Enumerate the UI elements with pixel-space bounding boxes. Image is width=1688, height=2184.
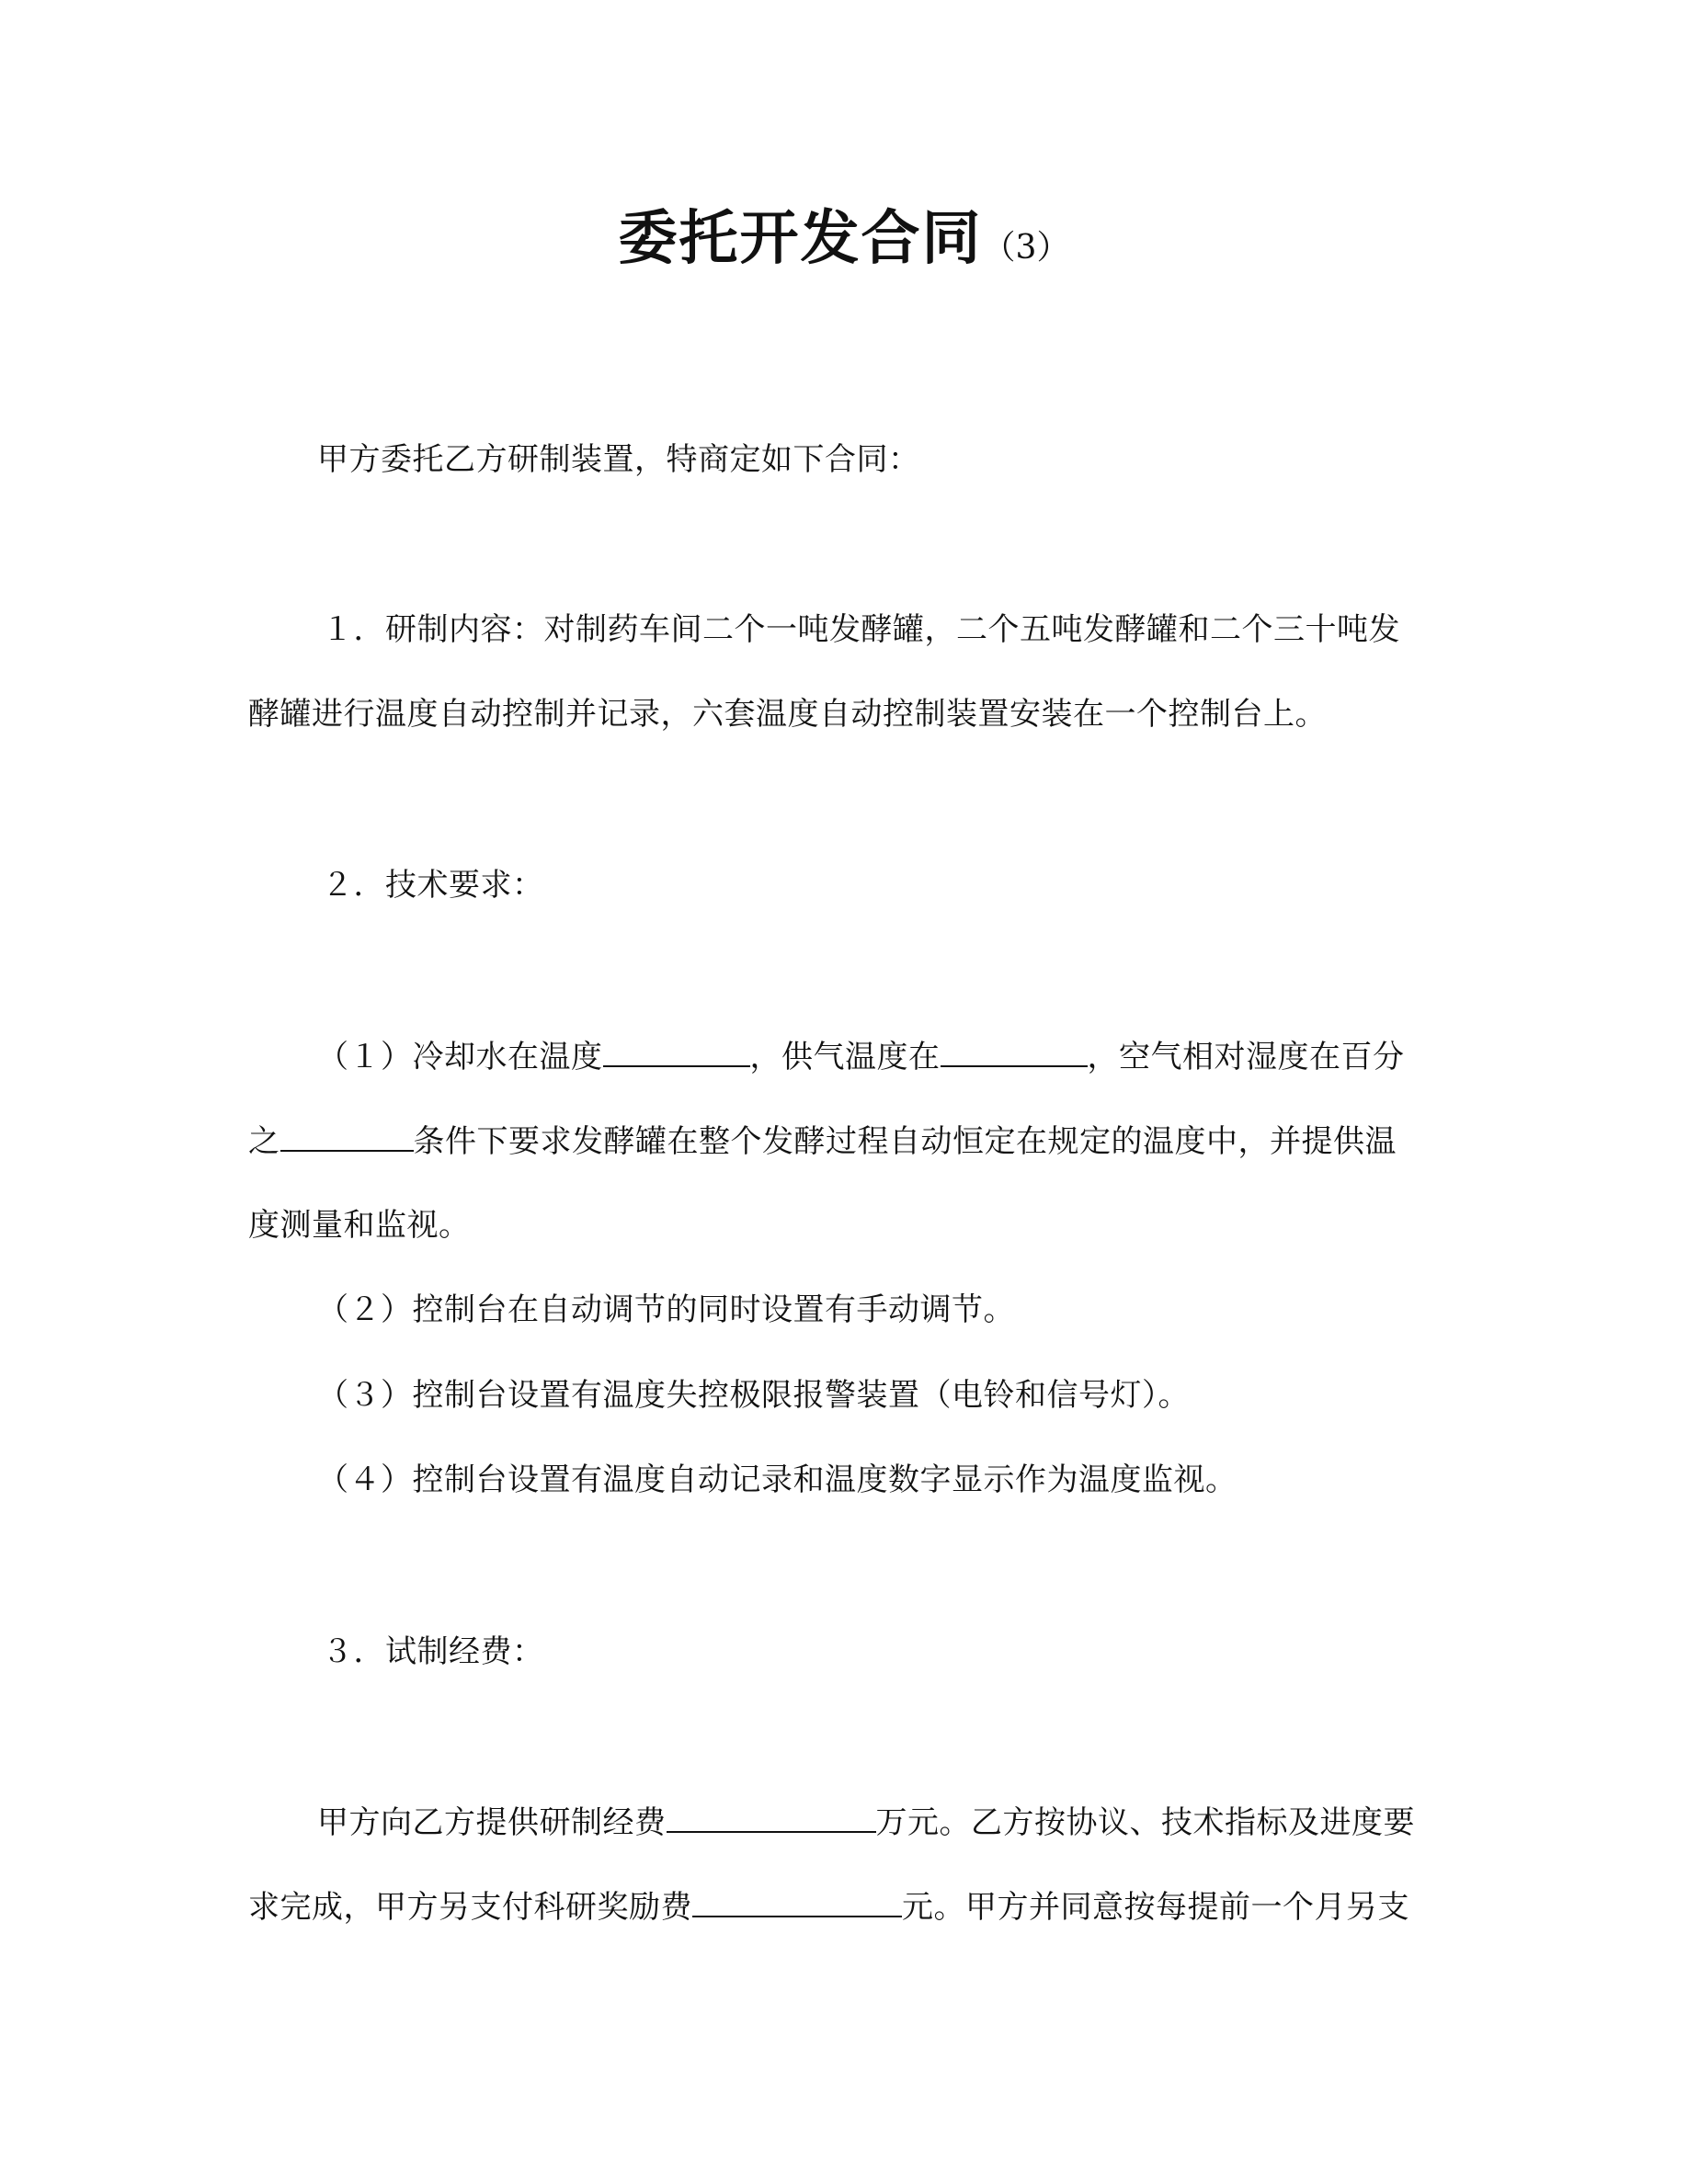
section3-line2 xyxy=(248,1884,1443,1930)
item1-text-c: ，空气相对湿度在百分 xyxy=(1087,1039,1405,1075)
section3-text-a: 甲方向乙方提供研制经费 xyxy=(317,1804,667,1841)
section1-line2: 酵罐进行温度自动控制并记录，六套温度自动控制装置安装在一个控制台上。 xyxy=(248,696,1327,733)
section2-heading: ２．技术要求： xyxy=(322,867,544,904)
item1-text-b: ，供气温度在 xyxy=(749,1039,941,1075)
item1-line1 xyxy=(317,1034,1443,1080)
blank-air-supply-temp xyxy=(941,1038,1088,1067)
item4: （４）控制台设置有温度自动记录和温度数字显示作为温度监视。 xyxy=(317,1462,1237,1498)
blank-reward-fee xyxy=(692,1888,902,1917)
section3-line1 xyxy=(317,1800,1443,1846)
section1-line1: １．研制内容：对制药车间二个一吨发酵罐，二个五吨发酵罐和二个三十吨发 xyxy=(322,611,1400,648)
item1-line3: 度测量和监视。 xyxy=(248,1207,471,1244)
title-main: 委托开发合同 xyxy=(618,205,983,273)
item1-text-e: 条件下要求发酵罐在整个发酵过程自动恒定在规定的温度中，并提供温 xyxy=(413,1123,1397,1160)
section3-text-c: 求完成，甲方另支付科研奖励费 xyxy=(248,1889,692,1926)
blank-dev-fee xyxy=(667,1803,876,1833)
item1-text-d: 之 xyxy=(248,1123,280,1160)
blank-humidity xyxy=(280,1122,414,1152)
intro-paragraph: 甲方委托乙方研制装置，特商定如下合同： xyxy=(317,441,920,478)
item3: （３）控制台设置有温度失控极限报警装置（电铃和信号灯）。 xyxy=(317,1377,1190,1414)
blank-cooling-water-temp xyxy=(603,1038,750,1067)
document-title xyxy=(0,198,1688,295)
section3-text-b: 万元。乙方按协议、技术指标及进度要 xyxy=(875,1804,1415,1841)
item2: （２）控制台在自动调节的同时设置有手动调节。 xyxy=(317,1291,1015,1328)
item1-line2 xyxy=(248,1119,1443,1165)
section3-heading: ３．试制经费： xyxy=(322,1633,544,1670)
item1-text-a: （１）冷却水在温度 xyxy=(317,1039,603,1075)
section3-text-d: 元。甲方并同意按每提前一个月另支 xyxy=(902,1889,1409,1926)
title-suffix: （3） xyxy=(982,229,1070,267)
